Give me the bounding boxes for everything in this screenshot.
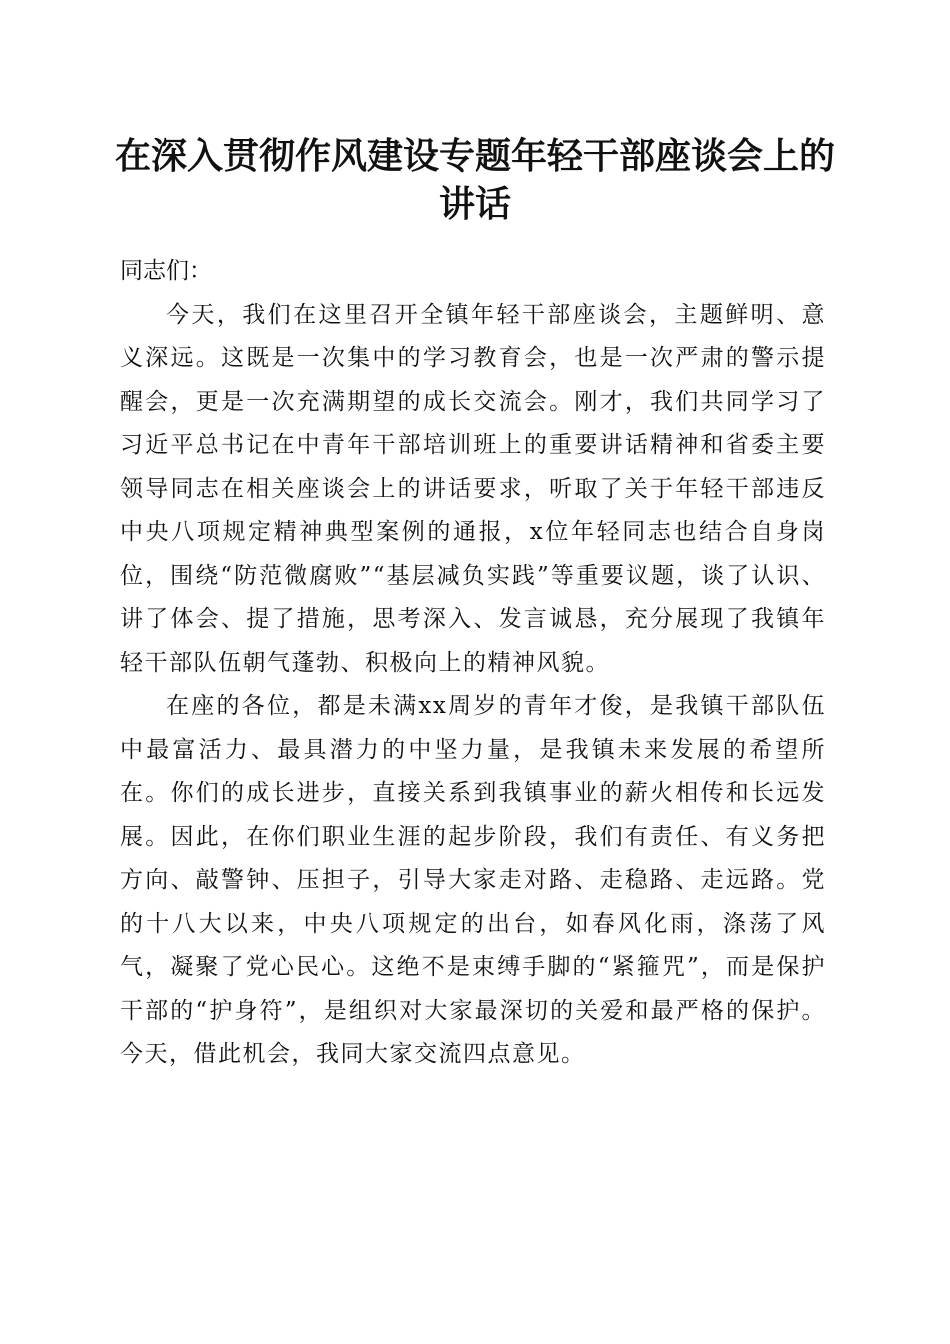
- paragraph-1: 今天，我们在这里召开全镇年轻干部座谈会，主题鲜明、意义深远。这既是一次集中的学习教育会，也是一次严肃的警示提醒会，更是一次充满期望的成长交流会。刚才，我们共同学习了习近平总书记在中青年干部培训班上的重要讲话精神和省委主要领导同志在相关座谈会上的讲话要求，听取了关于年轻干部违反中央八项规定精神典型案例的通报，x位年轻同志也结合自身岗位，围绕“防范微腐败”“基层减负实践”等重要议题，谈了认识、讲了体会、提了措施，思考深入、发言诚恳，充分展现了我镇年轻干部队伍朝气蓬勃、积极向上的精神风貌。: [120, 301, 826, 676]
- title-line-2: 讲话: [438, 183, 511, 225]
- document-body: [120, 250, 826, 1077]
- salutation: 同志们：: [120, 258, 212, 284]
- document-title: [100, 132, 850, 228]
- paragraph-2: 在座的各位，都是未满xx周岁的青年才俊，是我镇干部队伍中最富活力、最具潜力的中坚力量，是我镇未来发展的希望所在。你们的成长进步，直接关系到我镇事业的薪火相传和长远发展。因此，在你们职业生涯的起步阶段，我们有责任、有义务把方向、敲警钟、压担子，引导大家走对路、走稳路、走远路。党的十八大以来，中央八项规定的出台，如春风化雨，涤荡了风气，凝聚了党心民心。这绝不是束缚手脚的“紧箍咒”，而是保护干部的“护身符”，是组织对大家最深切的关爱和最严格的保护。今天，借此机会，我同大家交流四点意见。: [120, 693, 826, 1067]
- title-line-1: 在深入贯彻作风建设专题年轻干部座谈会上的: [114, 135, 835, 177]
